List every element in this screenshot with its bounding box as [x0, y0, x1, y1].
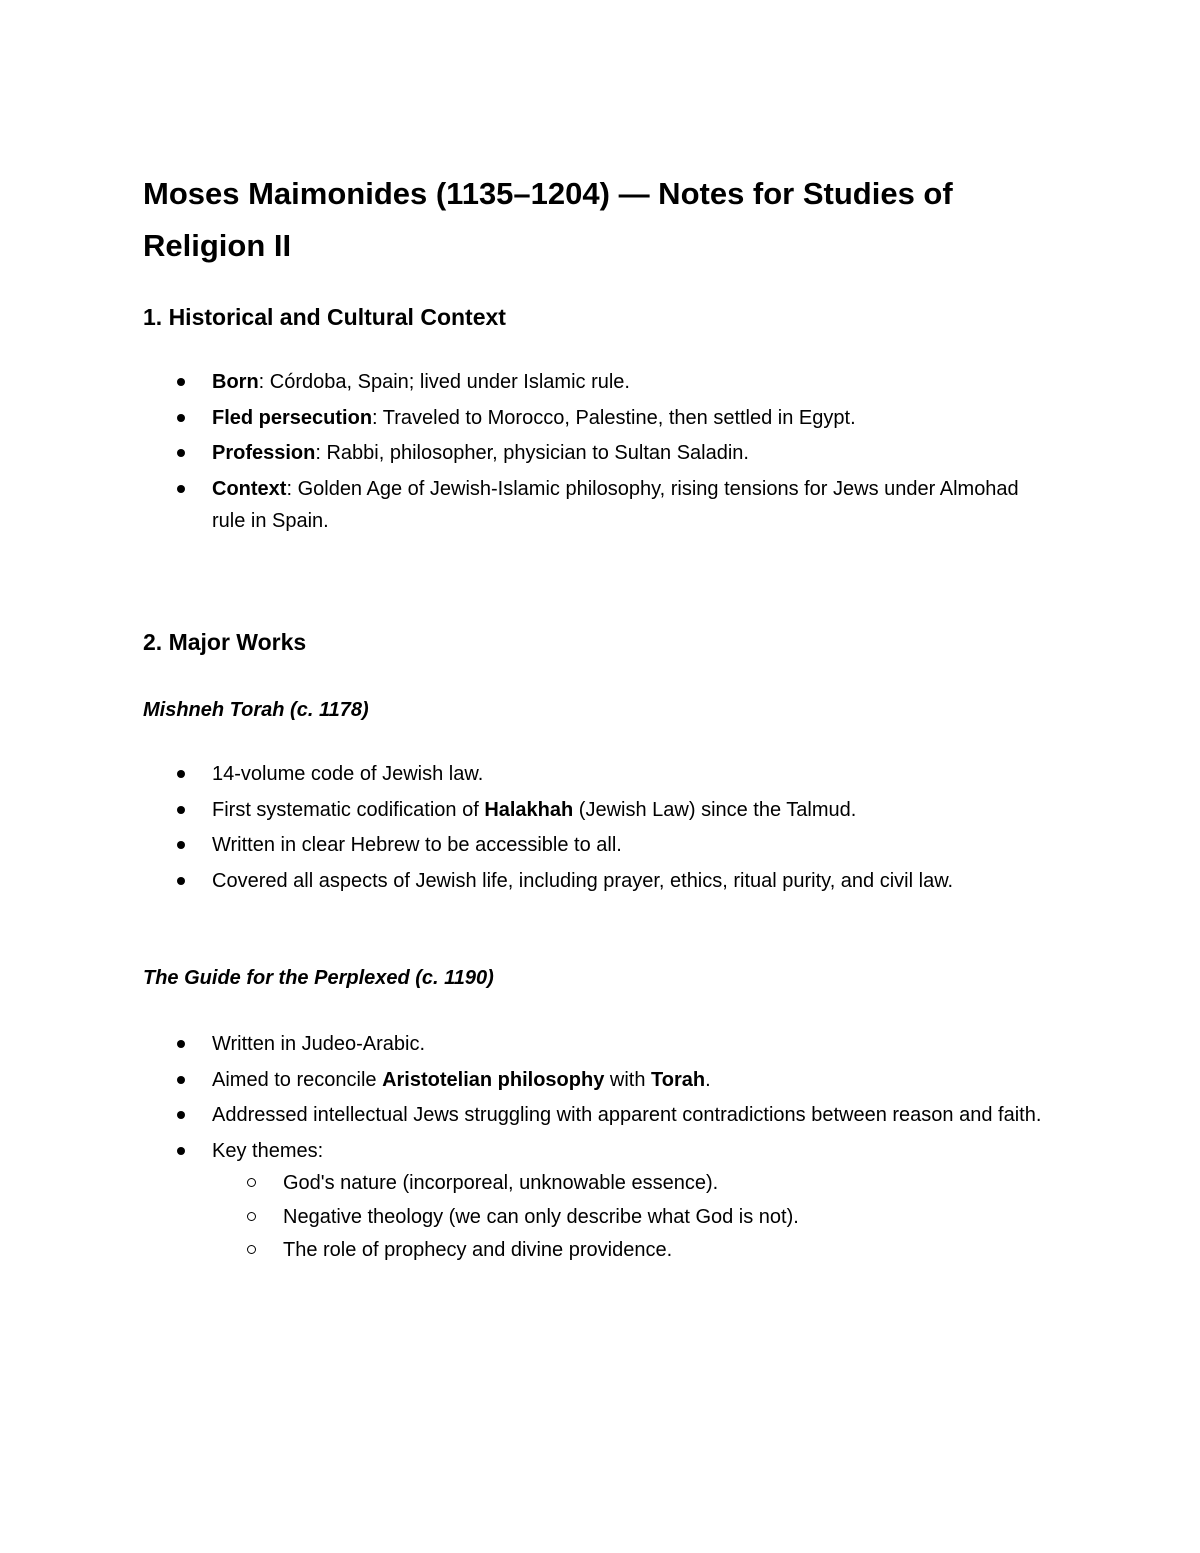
- bullet-icon: [177, 1040, 185, 1048]
- item-bold-term: Aristotelian philosophy: [382, 1068, 605, 1091]
- item-text: .: [705, 1068, 711, 1091]
- bullet-icon: [177, 877, 185, 885]
- item-text: Written in clear Hebrew to be accessible to all.: [212, 834, 622, 856]
- list-item: [0, 1099, 1042, 1132]
- bullet-icon: [177, 841, 185, 849]
- item-text: 14-volume code of Jewish law.: [212, 763, 484, 785]
- item-text: : Córdoba, Spain; lived under Islamic rule.: [258, 371, 630, 393]
- work-heading-mishneh-torah: Mishneh Torah (c. 1178): [143, 699, 369, 721]
- bullet-icon: [177, 1076, 185, 1084]
- list-item: [0, 437, 1042, 470]
- hollow-circle-bullet-icon: [247, 1178, 256, 1187]
- section-heading-context: 1. Historical and Cultural Context: [143, 304, 506, 330]
- list-item: [0, 758, 1042, 791]
- key-themes-sublist: [0, 1167, 1000, 1267]
- item-text: : Golden Age of Jewish-Islamic philosophy, rising tensions for Jews under Almohad rule in Spain.: [212, 477, 1019, 532]
- mishneh-torah-list: [0, 758, 1200, 900]
- item-text: The role of prophecy and divine providence.: [283, 1239, 673, 1261]
- sublist-item: [0, 1167, 1000, 1200]
- item-text: Key themes:: [212, 1139, 324, 1162]
- list-item: [0, 1135, 1042, 1267]
- bullet-icon: [177, 449, 185, 457]
- item-bold-term: Halakhah: [484, 798, 574, 821]
- list-item: [0, 865, 1042, 898]
- bullet-icon: [177, 485, 185, 493]
- item-text: God's nature (incorporeal, unknowable essence).: [283, 1172, 719, 1194]
- work-heading-guide: The Guide for the Perplexed (c. 1190): [143, 967, 494, 989]
- item-text: Negative theology (we can only describe what God is not).: [283, 1205, 799, 1228]
- section-heading-works: 2. Major Works: [143, 629, 307, 655]
- hollow-circle-bullet-icon: [247, 1245, 256, 1254]
- item-text: Addressed intellectual Jews struggling with apparent contradictions between reason and faith.: [212, 1104, 1042, 1126]
- bullet-icon: [177, 378, 185, 386]
- item-label: Context: [212, 477, 287, 500]
- item-text: : Rabbi, philosopher, physician to Sultan Saladin.: [315, 442, 749, 464]
- list-item: [0, 366, 1042, 399]
- bullet-icon: [177, 414, 185, 422]
- sublist-item: [0, 1234, 1000, 1267]
- item-text: with: [604, 1068, 652, 1091]
- item-text: (Jewish Law) since the Talmud.: [573, 798, 857, 821]
- item-text: Written in Judeo-Arabic.: [212, 1033, 426, 1055]
- item-text: Covered all aspects of Jewish life, including prayer, ethics, ritual purity, and civil law.: [212, 869, 954, 892]
- item-label: Profession: [212, 442, 316, 464]
- bullet-icon: [177, 770, 185, 778]
- list-item: [0, 829, 1042, 862]
- guide-list: [0, 1028, 1200, 1270]
- list-item: [0, 402, 1042, 435]
- item-bold-term: Torah: [651, 1068, 706, 1091]
- item-label: Born: [212, 371, 259, 393]
- bullet-icon: [177, 1147, 185, 1155]
- item-text: First systematic codification of: [212, 798, 485, 821]
- list-item: [0, 794, 1042, 827]
- item-text: Aimed to reconcile: [212, 1068, 383, 1091]
- list-item: [0, 1064, 1042, 1097]
- item-text: : Traveled to Morocco, Palestine, then settled in Egypt.: [372, 406, 856, 429]
- context-list: [0, 366, 1200, 541]
- list-item: [0, 1028, 1042, 1061]
- sublist-item: [0, 1201, 1000, 1234]
- list-item: [0, 473, 1042, 538]
- bullet-icon: [177, 806, 185, 814]
- item-label: Fled persecution: [212, 406, 373, 429]
- bullet-icon: [177, 1111, 185, 1119]
- hollow-circle-bullet-icon: [247, 1212, 256, 1221]
- page-title: Moses Maimonides (1135–1204) — Notes for Studies of Religion II: [143, 176, 953, 263]
